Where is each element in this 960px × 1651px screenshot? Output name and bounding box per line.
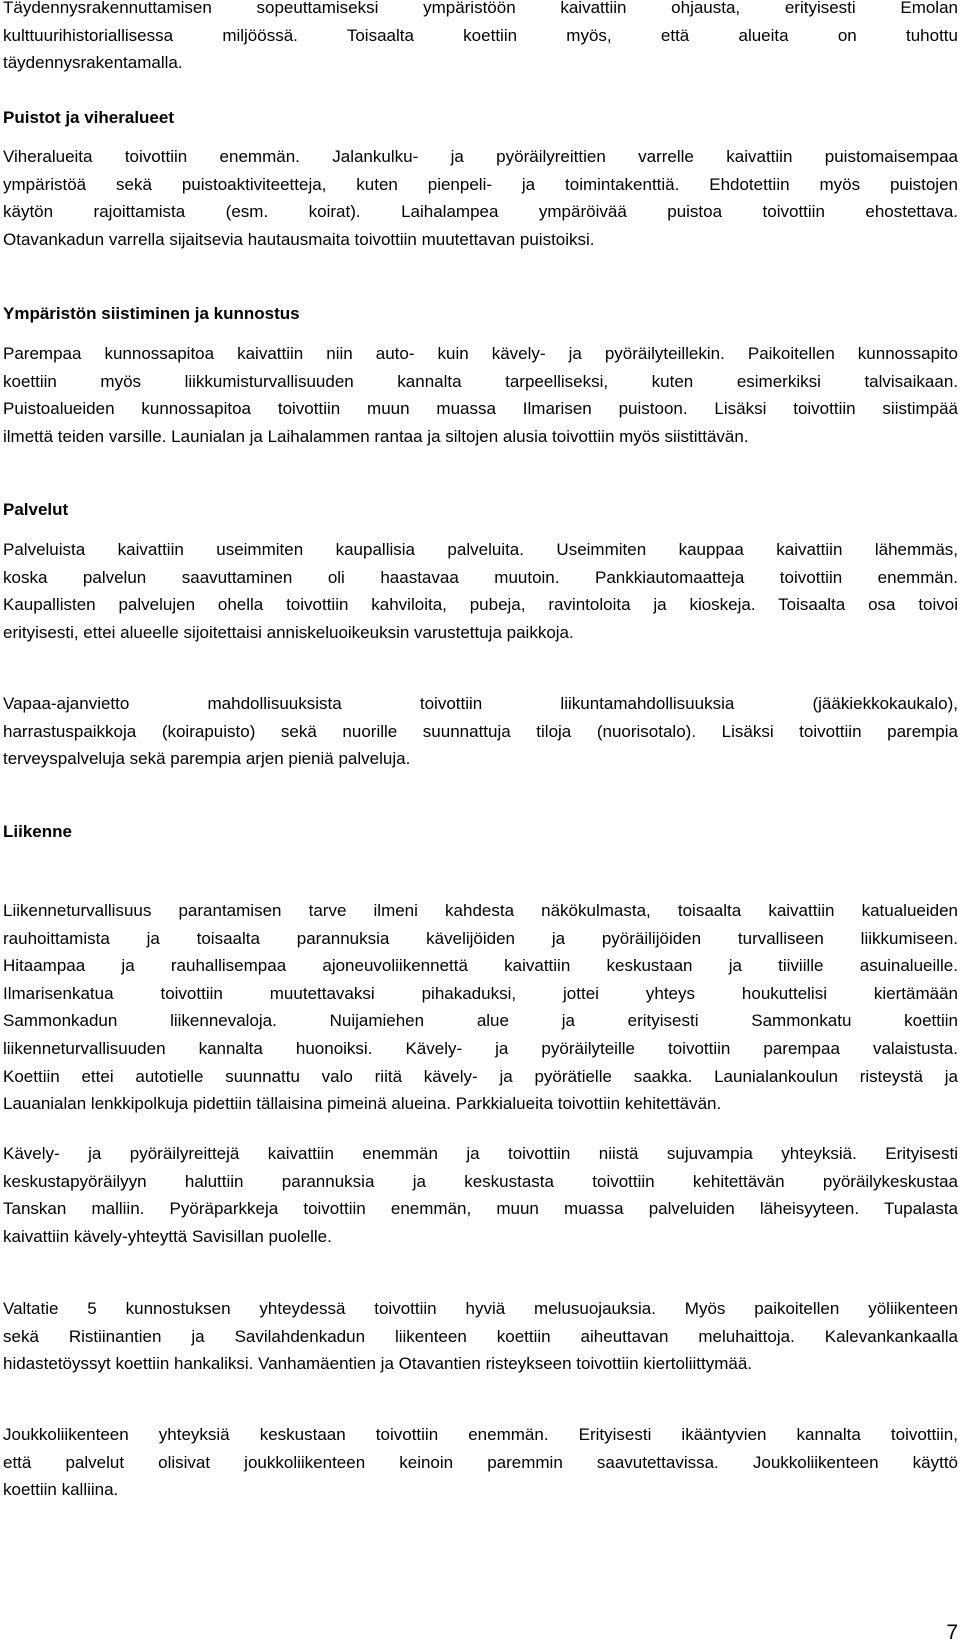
text-line: Joukkoliikenteen yhteyksiä keskustaan toivottiin enemmän. Erityisesti ikääntyvien kannalta toivottiin, (3, 1425, 958, 1444)
page-number: 7 (946, 1621, 958, 1644)
section-heading: Liikenne (3, 822, 72, 841)
text-line: Hitaampaa ja rauhallisempaa ajoneuvoliikennettä kaivattiin keskustaan ja tiiviille asuinalueille. (3, 956, 958, 976)
text-line: kaivattiin kävely-yhteyttä Savisillan puolelle. (3, 1226, 332, 1246)
section-heading: Puistot ja viheralueet (3, 108, 174, 127)
body-paragraph (3, 897, 958, 1118)
text-line: liikenneturvallisuuden kannalta huonoiksi. Kävely- ja pyöräilyteille toivottiin parempaa valaistusta. (3, 1038, 958, 1058)
text-line: Kävely- ja pyöräilyreittejä kaivattiin enemmän ja toivottiin niistä sujuvampia yhteyksiä. Erityisesti (3, 1144, 958, 1163)
text-line: Parempaa kunnossapitoa kaivattiin niin auto- kuin kävely- ja pyöräilyteillekin. Paikoitellen kunnossapito (3, 344, 958, 363)
text-line: sekä Ristiinantien ja Savilahdenkadun liikenteen koettiin aiheuttavan meluhaittoja. Kalevankankaalla (3, 1326, 958, 1346)
text-line: Viheralueita toivottiin enemmän. Jalankulku- ja pyöräilyreittien varrelle kaivattiin puistomaisempaa (3, 147, 958, 166)
text-line: Vapaa-ajanvietto mahdollisuuksista toivottiin liikuntamahdollisuuksia (jääkiekkokaukalo), (3, 694, 958, 713)
text-line: Palveluista kaivattiin useimmiten kaupallisia palveluita. Useimmiten kauppaa kaivattiin lähemmäs, (3, 540, 958, 559)
body-paragraph (3, 1421, 958, 1504)
body-paragraph (3, 143, 958, 253)
body-paragraph (3, 1295, 958, 1378)
text-line: Valtatie 5 kunnostuksen yhteydessä toivottiin hyviä melusuojauksia. Myös paikoitellen yöliikenteen (3, 1299, 958, 1318)
text-line: kulttuurihistoriallisessa miljöössä. Toisaalta koettiin myös, että alueita on tuhottu (3, 25, 958, 45)
text-line: käytön rajoittamista (esm. koirat). Laihalampea ympäröivää puistoa toivottiin ehostettava. (3, 202, 958, 222)
text-line: Liikenneturvallisuus parantamisen tarve ilmeni kahdesta näkökulmasta, toisaalta kaivattiin katualueiden (3, 901, 958, 920)
text-line: Lauanialan lenkkipolkuja pidettiin tällaisina pimeinä alueina. Parkkialueita toivottiin kehitettävän. (3, 1094, 722, 1114)
body-paragraph (3, 536, 958, 646)
text-line: Kaupallisten palvelujen ohella toivottiin kahviloita, pubeja, ravintoloita ja kioskeja. Toisaalta osa toivoi (3, 595, 958, 615)
intro-paragraph (3, 0, 958, 77)
text-line: koettiin kalliina. (3, 1480, 119, 1500)
text-line: erityisesti, ettei alueelle sijoitettaisi anniskeluoikeuksin varustettuja paikkoja. (3, 622, 574, 642)
text-line: Täydennysrakennuttamisen sopeuttamiseksi ympäristöön kaivattiin ohjausta, erityisesti Emolan (3, 0, 958, 17)
text-line: ilmettä teiden varsille. Launialan ja Laihalammen rantaa ja siltojen alusia toivottiin myös siistittävän. (3, 426, 749, 446)
text-line: ympäristöä sekä puistoaktiviteetteja, kuten pienpeli- ja toimintakenttiä. Ehdotettiin myös puistojen (3, 174, 958, 194)
text-line: Tanskan malliin. Pyöräparkkeja toivottiin enemmän, muun muassa palveluiden läheisyyteen. Tupalasta (3, 1199, 958, 1219)
text-line: koettiin myös liikkumisturvallisuuden kannalta tarpeelliseksi, kuten esimerkiksi talvisaikaan. (3, 371, 958, 391)
body-paragraph (3, 340, 958, 450)
text-line: keskustapyöräilyyn haluttiin parannuksia ja keskustasta toivottiin kehitettävän pyöräilykeskustaa (3, 1171, 958, 1191)
text-line: harrastuspaikkoja (koirapuisto) sekä nuorille suunnattuja tiloja (nuorisotalo). Lisäksi toivottiin parempia (3, 721, 958, 741)
text-line: hidastetöyssyt koettiin hankaliksi. Vanhamäentien ja Otavantien risteykseen toivottiin kiertoliittymää. (3, 1354, 753, 1374)
text-line: Puistoalueiden kunnossapitoa toivottiin muun muassa Ilmarisen puistoon. Lisäksi toivottiin siistimpää (3, 399, 958, 419)
section-heading: Ympäristön siistiminen ja kunnostus (3, 304, 300, 323)
text-line: Ilmarisenkatua toivottiin muutettavaksi pihakaduksi, jottei yhteys houkuttelisi kiertämään (3, 983, 958, 1003)
text-line: täydennysrakentamalla. (3, 53, 183, 73)
text-line: rauhoittamista ja toisaalta parannuksia kävelijöiden ja pyöräilijöiden turvalliseen liikkumiseen. (3, 928, 958, 948)
section-heading: Palvelut (3, 500, 69, 519)
text-line: että palvelut olisivat joukkoliikenteen keinoin paremmin saavutettavissa. Joukkoliikenteen käyttö (3, 1452, 958, 1472)
text-line: Koettiin ettei autotielle suunnattu valo riitä kävely- ja pyörätielle saakka. Launialankoulun risteystä ja (3, 1066, 958, 1086)
text-line: Sammonkadun liikennevaloja. Nuijamiehen alue ja erityisesti Sammonkatu koettiin (3, 1011, 958, 1031)
body-paragraph (3, 1140, 958, 1250)
body-paragraph (3, 690, 958, 773)
text-line: Otavankadun varrella sijaitsevia hautausmaita toivottiin muutettavan puistoiksi. (3, 229, 595, 249)
text-line: koska palvelun saavuttaminen oli haastavaa muutoin. Pankkiautomaatteja toivottiin enemmän. (3, 567, 958, 587)
text-line: terveyspalveluja sekä parempia arjen pieniä palveluja. (3, 749, 411, 769)
